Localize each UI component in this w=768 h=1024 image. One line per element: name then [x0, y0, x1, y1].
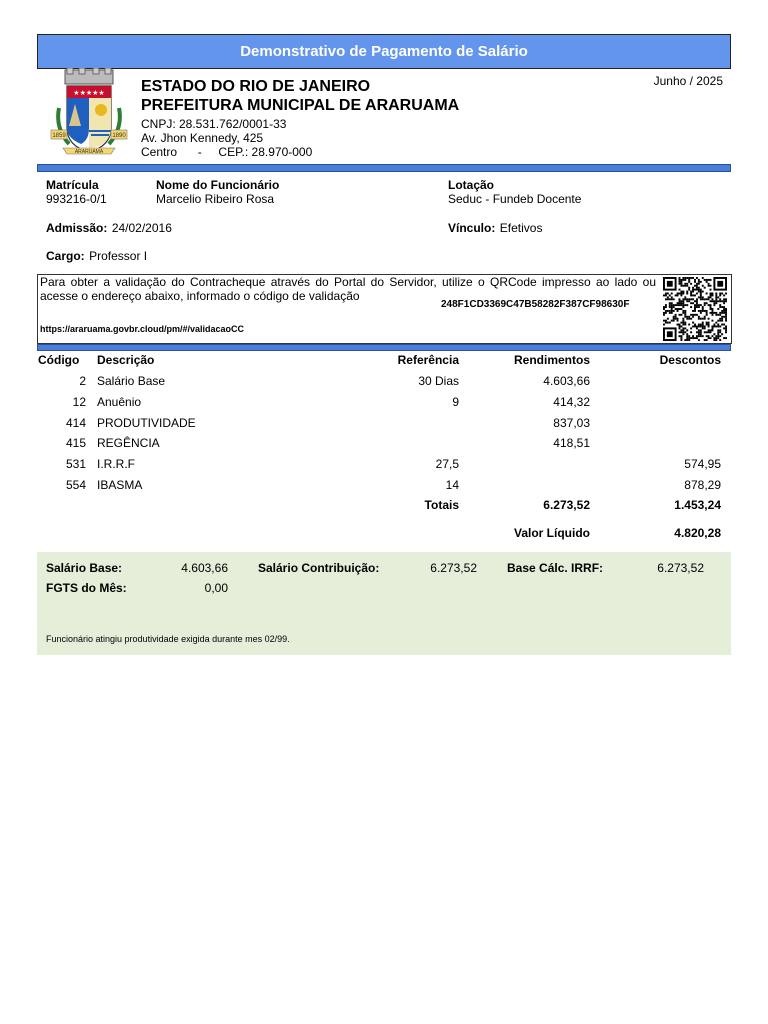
- irrf-base-value: 6.273,52: [657, 561, 704, 575]
- header-divider: [37, 164, 731, 172]
- nome-label: Nome do Funcionário: [156, 178, 280, 192]
- cell-descricao: IBASMA: [97, 478, 143, 492]
- admissao-value: 24/02/2016: [111, 221, 172, 235]
- vinculo: [448, 219, 542, 237]
- cargo-value: Professor I: [89, 249, 148, 263]
- matricula-label: Matrícula: [46, 178, 99, 192]
- cell-rendimentos: 4.603,66: [543, 374, 590, 388]
- cargo: [46, 247, 147, 265]
- totals-label: Totais: [424, 498, 459, 512]
- nome-value: Marcelio Ribeiro Rosa: [156, 192, 275, 206]
- cell-codigo: 531: [65, 457, 86, 472]
- cell-codigo: 554: [65, 478, 86, 492]
- fgts-label: FGTS do Mês:: [46, 581, 127, 595]
- cell-descricao: Salário Base: [97, 374, 166, 388]
- contribuicao-label: Salário Contribuição:: [258, 561, 380, 575]
- header-info: [141, 117, 312, 159]
- cell-codigo: 415: [65, 436, 86, 451]
- salario-base-value: 4.603,66: [181, 561, 228, 575]
- state-name: ESTADO DO RIO DE JANEIRO: [141, 78, 371, 95]
- cell-descricao: Anuênio: [97, 394, 142, 409]
- municipal-crest-icon: [45, 68, 133, 160]
- prefecture-name: PREFEITURA MUNICIPAL DE ARARUAMA: [141, 97, 460, 114]
- irrf-base-label: Base Cálc. IRRF:: [507, 561, 604, 575]
- district: Centro: [141, 145, 178, 159]
- vinculo-value: Efetivos: [499, 221, 543, 235]
- totals-rendimentos: 6.273,52: [543, 498, 590, 512]
- cell-rendimentos: 418,51: [553, 436, 590, 451]
- col-rendimentos: Rendimentos: [513, 353, 590, 367]
- liquido-label: Valor Líquido: [513, 526, 590, 540]
- validation-instructions: Para obter a validação do Contracheque através do Portal do Servidor, utilize o QRCode impresso ao lado ou acesse o endereço abaixo, informado o código de validação: [40, 275, 656, 303]
- cell-referencia: 30 Dias: [418, 374, 459, 388]
- col-referencia: Referência: [397, 353, 459, 367]
- district-separator: -: [197, 145, 202, 159]
- crest-year-left: 1859: [52, 133, 66, 139]
- cargo-label: Cargo:: [46, 249, 85, 263]
- cell-codigo: 414: [65, 415, 86, 430]
- totals-descontos: 1.453,24: [674, 498, 721, 512]
- liquido-value: 4.820,28: [674, 526, 721, 540]
- crest-year-right: 1890: [112, 133, 126, 139]
- cell-referencia: 14: [445, 478, 459, 492]
- qr-code-icon[interactable]: [662, 277, 728, 341]
- svg-text:★★★★★: ★★★★★: [73, 90, 105, 97]
- cell-descricao: I.R.R.F: [97, 457, 135, 472]
- cep: CEP.: 28.970-000: [218, 145, 313, 159]
- cell-descontos: 574,95: [684, 457, 721, 472]
- cell-codigo: 12: [72, 394, 86, 409]
- contribuicao-value: 6.273,52: [430, 561, 477, 575]
- vinculo-label: Vínculo:: [448, 221, 496, 235]
- col-descontos: Descontos: [659, 353, 721, 367]
- header-titles: [141, 77, 459, 115]
- crest-banner-text: ARARUAMA: [74, 149, 104, 155]
- summary-note: Funcionário atingiu produtividade exigida durante mes 02/99.: [46, 634, 290, 644]
- cnpj: CNPJ: 28.531.762/0001-33: [141, 117, 287, 131]
- period: Junho / 2025: [653, 74, 723, 88]
- cell-rendimentos: 837,03: [553, 415, 590, 430]
- col-codigo: Código: [38, 353, 80, 367]
- cell-descricao: PRODUTIVIDADE: [97, 415, 196, 430]
- document-title: Demonstrativo de Pagamento de Salário: [37, 34, 731, 69]
- fgts-value: 0,00: [204, 581, 228, 595]
- admissao-label: Admissão:: [46, 221, 108, 235]
- address: Av. Jhon Kennedy, 425: [141, 131, 264, 145]
- cell-descontos: 878,29: [684, 478, 721, 492]
- cell-referencia: 27,5: [435, 457, 459, 472]
- lotacao-value: Seduc - Fundeb Docente: [448, 192, 582, 206]
- salario-base-label: Salário Base:: [46, 561, 123, 575]
- validation-box: [37, 274, 732, 344]
- header: [37, 68, 731, 164]
- district-cep: [141, 145, 312, 159]
- matricula-value: 993216-0/1: [46, 192, 107, 206]
- cell-referencia: 9: [452, 394, 459, 409]
- validation-code: 248F1CD3369C47B58282F387CF98630F: [441, 299, 630, 310]
- table-divider: [37, 344, 731, 351]
- validation-url[interactable]: https://araruama.govbr.cloud/pm/#/validacaoCC: [40, 324, 245, 334]
- cell-codigo: 2: [79, 374, 86, 388]
- summary-panel: [37, 552, 731, 655]
- cell-rendimentos: 414,32: [553, 394, 590, 409]
- lotacao-label: Lotação: [448, 178, 495, 192]
- col-descricao: Descrição: [97, 353, 155, 367]
- admissao: [46, 219, 172, 237]
- cell-descricao: REGÊNCIA: [97, 436, 160, 451]
